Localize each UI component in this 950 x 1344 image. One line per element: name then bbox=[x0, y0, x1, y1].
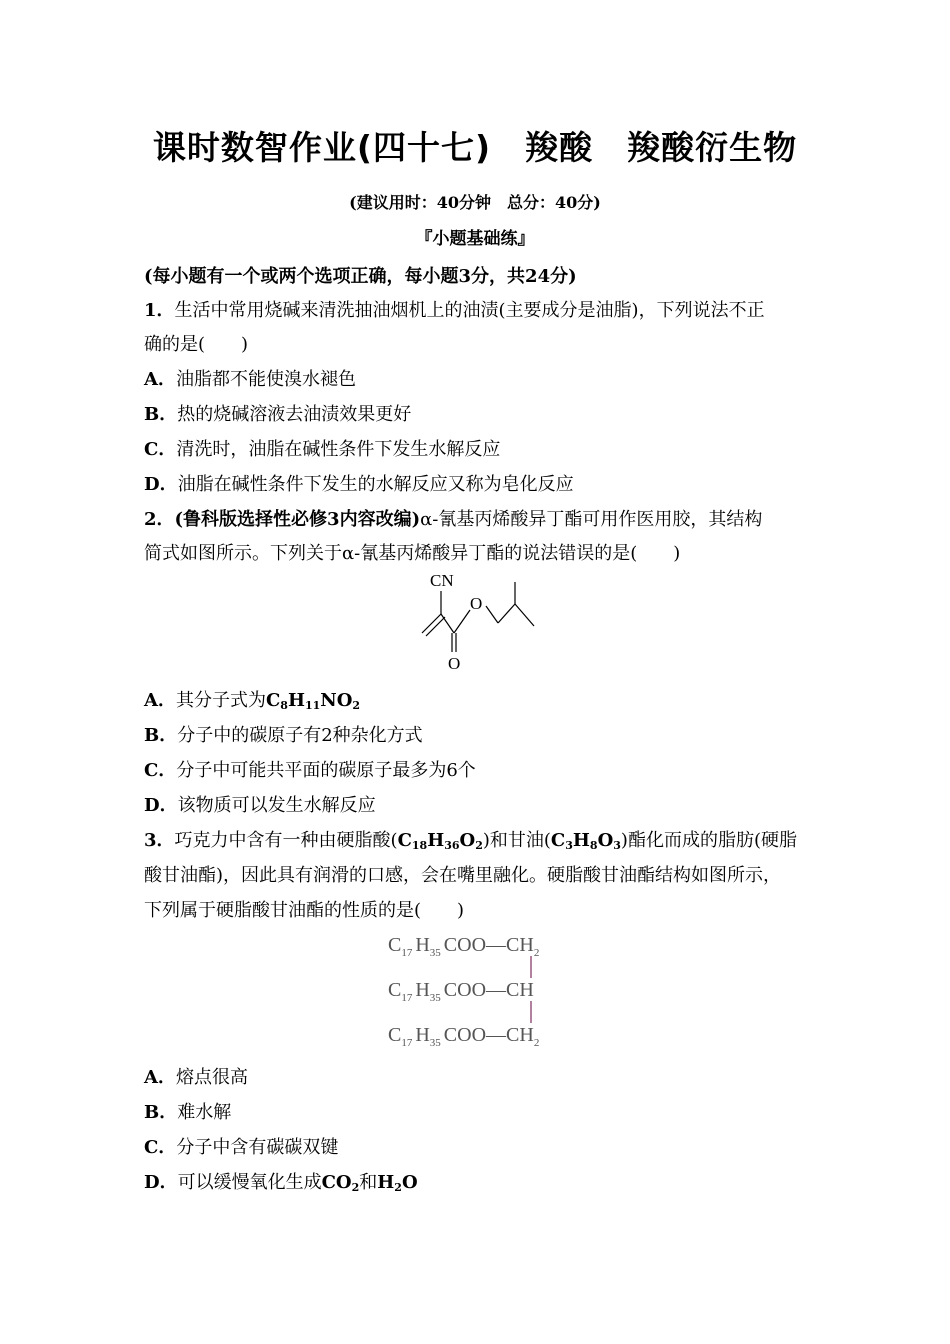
glycerol-formula bbox=[551, 830, 621, 851]
formula-part: H bbox=[572, 830, 590, 851]
time-and-score-note: (建议用时：40分钟 总分：40分) bbox=[349, 193, 601, 212]
subscript: 35 bbox=[429, 992, 441, 1004]
option-label: C． bbox=[144, 1137, 177, 1158]
formula-part: O bbox=[401, 1172, 418, 1193]
q3-stem-line2: 酸甘油酯)，因此具有润滑的口感，会在嘴里融化。硬脂酸甘油酯结构如图所示， bbox=[144, 865, 782, 886]
subscript: 17 bbox=[401, 992, 413, 1004]
q3-number: 3． bbox=[144, 830, 175, 851]
q1-option-b bbox=[144, 400, 411, 426]
q3-option-c bbox=[144, 1133, 338, 1159]
cyanoacrylate-structure bbox=[410, 566, 550, 678]
formula-part: C bbox=[397, 830, 412, 851]
stearic-acid-formula bbox=[398, 830, 483, 851]
q3-stem-line3: 下列属于硬脂酸甘油酯的性质的是( ) bbox=[144, 900, 465, 921]
ester-group: COO— bbox=[443, 1024, 507, 1046]
subscript: 35 bbox=[429, 947, 441, 959]
instructions: (每小题有一个或两个选项正确，每小题3分，共24分) bbox=[144, 266, 577, 287]
q2-stem-line2: 简式如图所示。下列关于α-氰基丙烯酸异丁酯的说法错误的是( ) bbox=[144, 543, 681, 564]
formula-subscript: 36 bbox=[444, 839, 460, 852]
structure-row-1 bbox=[388, 934, 539, 959]
q2-stem-line1 bbox=[144, 505, 762, 531]
option-text: 难水解 bbox=[177, 1102, 232, 1123]
subscript: 2 bbox=[533, 1037, 540, 1049]
structure-row-2 bbox=[388, 979, 534, 1004]
formula-part: O bbox=[459, 830, 476, 851]
atom-c: C bbox=[388, 934, 402, 956]
atom-h: H bbox=[415, 979, 430, 1001]
formula-part: H bbox=[377, 1172, 395, 1193]
formula-subscript: 11 bbox=[304, 699, 321, 712]
carbonyl-oxygen-label: O bbox=[448, 654, 461, 673]
q3-stem-text: )酯化而成的脂肪(硬脂 bbox=[620, 830, 797, 851]
ester-group: COO— bbox=[443, 979, 507, 1001]
ch-group: CH bbox=[506, 979, 534, 1001]
cn-label: CN bbox=[430, 571, 454, 590]
q3-option-b bbox=[144, 1098, 231, 1124]
formula-part: H bbox=[427, 830, 445, 851]
option-text: 可以缓慢氧化生成 bbox=[177, 1172, 322, 1193]
q3-option-a bbox=[144, 1063, 248, 1089]
subscript: 35 bbox=[429, 1037, 441, 1049]
formula-part: H bbox=[287, 690, 305, 711]
formula-subscript: 2 bbox=[394, 1181, 402, 1194]
formula-subscript: 3 bbox=[613, 839, 621, 852]
option-text: 清洗时，油脂在碱性条件下发生水解反应 bbox=[176, 439, 501, 460]
formula-part: C bbox=[265, 690, 281, 711]
option-text: 油脂都不能使溴水褪色 bbox=[175, 369, 356, 390]
formula-part: C bbox=[550, 830, 566, 851]
option-label: D． bbox=[144, 795, 178, 816]
option-text: 油脂在碱性条件下发生的水解反应又称为皂化反应 bbox=[177, 474, 574, 495]
q1-number: 1． bbox=[144, 300, 175, 321]
option-label: C． bbox=[144, 760, 177, 781]
formula-subscript: 2 bbox=[351, 1181, 360, 1194]
subscript: 2 bbox=[533, 947, 540, 959]
subscript: 17 bbox=[401, 1037, 413, 1049]
glyceryl-stearate-structure bbox=[385, 926, 585, 1052]
atom-h: H bbox=[415, 1024, 430, 1046]
skeletal-bonds bbox=[422, 582, 534, 652]
q2-option-a bbox=[144, 686, 360, 712]
formula-subscript: 8 bbox=[589, 839, 598, 852]
option-label: A． bbox=[144, 690, 176, 711]
q2-stem-text: α-氰基丙烯酸异丁酯可用作医用胶，其结构 bbox=[420, 509, 763, 530]
ester-group: COO— bbox=[443, 934, 507, 956]
option-text: 分子中的碳原子有2种杂化方式 bbox=[177, 725, 423, 746]
option-label: A． bbox=[144, 369, 176, 390]
formula-subscript: 3 bbox=[565, 839, 573, 852]
formula-subscript: 18 bbox=[411, 839, 428, 852]
q1-stem-line1 bbox=[144, 296, 765, 322]
option-text: 该物质可以发生水解反应 bbox=[177, 795, 376, 816]
formula-subscript: 2 bbox=[352, 699, 361, 712]
option-text: 分子中可能共平面的碳原子最多为6个 bbox=[176, 760, 476, 781]
ch2-group: CH bbox=[506, 934, 534, 956]
formula-part: O bbox=[597, 830, 614, 851]
q3-stem-text: 巧克力中含有一种由硬脂酸( bbox=[174, 830, 398, 851]
atom-c: C bbox=[388, 1024, 402, 1046]
q3-stem-text: )和甘油( bbox=[482, 830, 551, 851]
option-label: B． bbox=[144, 725, 178, 746]
q2-option-b bbox=[144, 721, 423, 747]
option-label: B． bbox=[144, 404, 178, 425]
option-text: 熔点很高 bbox=[175, 1067, 248, 1088]
section-label: 『小题基础练』 bbox=[415, 229, 535, 249]
ch2-group: CH bbox=[506, 1024, 534, 1046]
option-text: 分子中含有碳碳双键 bbox=[176, 1137, 339, 1158]
option-text: 热的烧碱溶液去油渍效果更好 bbox=[177, 404, 412, 425]
q1-option-c bbox=[144, 435, 500, 461]
atom-h: H bbox=[415, 934, 430, 956]
option-label: C． bbox=[144, 439, 177, 460]
option-label: D． bbox=[144, 474, 178, 495]
ester-oxygen-label: O bbox=[470, 594, 483, 613]
formula-part: NO bbox=[320, 690, 353, 711]
formula-subscript: 8 bbox=[280, 699, 288, 712]
q1-option-d bbox=[144, 470, 574, 496]
co2-formula bbox=[322, 1172, 360, 1193]
q2-number: 2． bbox=[144, 509, 175, 530]
option-text: 和 bbox=[359, 1172, 378, 1193]
subscript: 17 bbox=[401, 947, 413, 959]
q2-option-d bbox=[144, 791, 376, 817]
option-label: D． bbox=[144, 1172, 178, 1193]
option-label: A． bbox=[144, 1067, 176, 1088]
option-label: B． bbox=[144, 1102, 178, 1123]
page-title: 课时数智作业(四十七) 羧酸 羧酸衍生物 bbox=[152, 128, 798, 167]
q2-source: (鲁科版选择性必修3内容改编) bbox=[174, 509, 421, 530]
q2-option-c bbox=[144, 756, 476, 782]
atom-c: C bbox=[388, 979, 402, 1001]
q3-stem-line1 bbox=[144, 826, 797, 852]
structure-row-3 bbox=[388, 1024, 539, 1049]
h2o-formula bbox=[377, 1172, 417, 1193]
formula-part: CO bbox=[321, 1172, 352, 1193]
q1-stem-text: 生活中常用烧碱来清洗抽油烟机上的油渍(主要成分是油脂)，下列说法不正 bbox=[174, 300, 765, 321]
formula-subscript: 2 bbox=[475, 839, 483, 852]
q1-option-a bbox=[144, 365, 356, 391]
q1-stem-line2: 确的是( ) bbox=[144, 334, 249, 355]
molecular-formula bbox=[266, 690, 360, 711]
q3-option-d bbox=[144, 1168, 418, 1194]
option-text: 其分子式为 bbox=[175, 690, 266, 711]
